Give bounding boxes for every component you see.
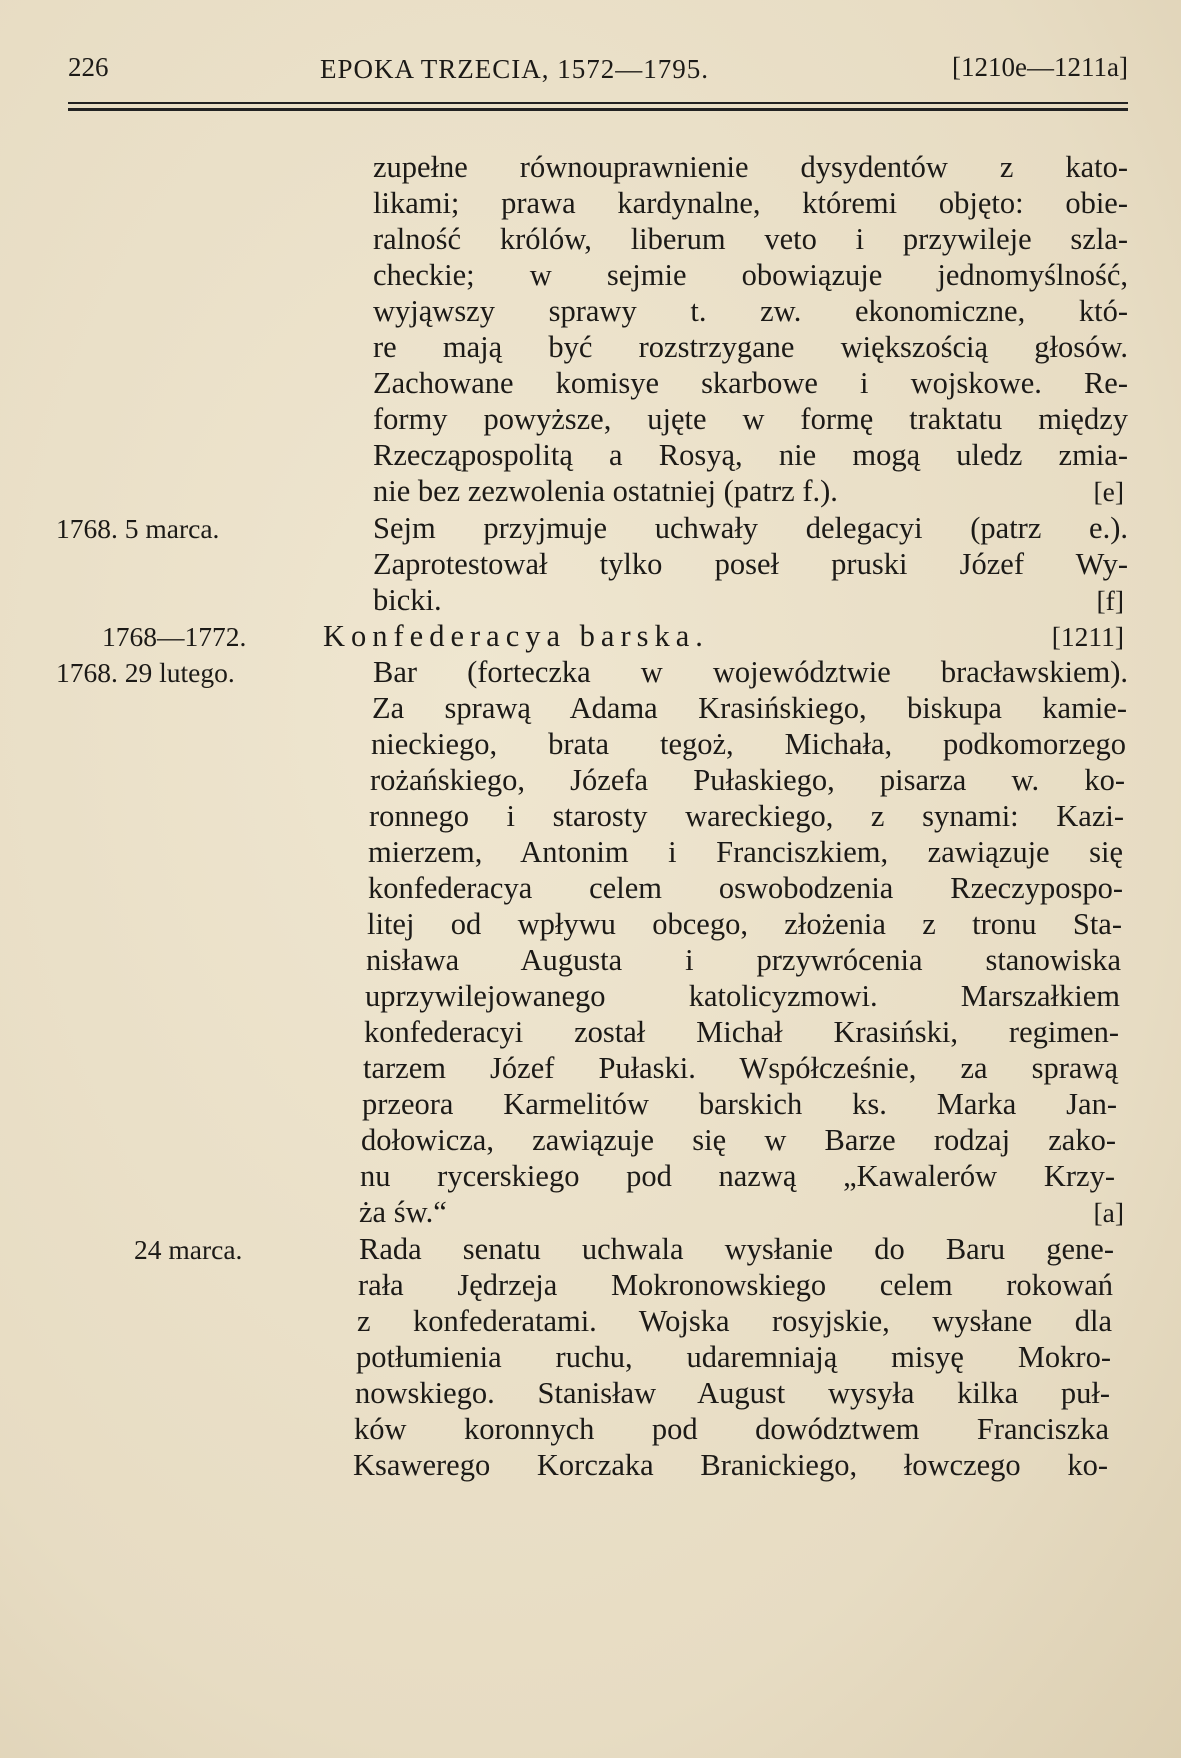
text-line: mierzem, Antonim i Franciszkiem, zawiązuje się <box>368 835 1123 869</box>
text-line: Rzecząpospolitą a Rosyą, nie mogą uledz zmia- <box>373 438 1128 472</box>
text-line: ża św.“ <box>359 1195 447 1229</box>
text-line: nie bez zezwolenia ostatniej (patrz f.). <box>373 474 838 508</box>
date-label: 1768—1772. <box>102 621 247 652</box>
text-line: konfederacyi został Michał Krasiński, regimen- <box>364 1015 1119 1049</box>
text-line: Rada senatu uchwala wysłanie do Baru gene- <box>359 1232 1114 1266</box>
date-label: 1768. 5 marca. <box>56 513 220 544</box>
date-label: 24 marca. <box>134 1234 243 1265</box>
text-line: tarzem Józef Pułaski. Współcześnie, za sprawą <box>363 1051 1118 1085</box>
reference-marker: [e] <box>1093 476 1124 507</box>
reference-marker: [a] <box>1093 1197 1124 1228</box>
text-line: przeora Karmelitów barskich ks. Marka Jan- <box>362 1087 1117 1121</box>
reference-marker: [f] <box>1096 585 1124 616</box>
page-number: 226 <box>68 52 109 82</box>
text-line: potłumienia ruchu, udaremniają misyę Mokro- <box>356 1340 1111 1374</box>
text-line: Bar (forteczka w województwie bracławskiem). <box>373 655 1128 689</box>
text-line: Sejm przyjmuje uchwały delegacyi (patrz e.). <box>373 511 1128 545</box>
text-line: zupełne równouprawnienie dysydentów z kato- <box>373 150 1128 184</box>
text-line: dołowicza, zawiązuje się w Barze rodzaj zako- <box>361 1123 1116 1157</box>
text-line: uprzywilejowanego katolicyzmowi. Marszałkiem <box>365 979 1120 1013</box>
text-line: litej od wpływu obcego, złożenia z tronu Sta- <box>367 907 1122 941</box>
text-line: ralność królów, liberum veto i przywileje szla- <box>373 222 1128 256</box>
text-line: likami; prawa kardynalne, któremi objęto: obie- <box>373 186 1128 220</box>
text-line: ków koronnych pod dowództwem Franciszka <box>354 1412 1109 1446</box>
text-line: nieckiego, brata tegoż, Michała, podkomorzego <box>371 727 1126 761</box>
text-line: z konfederatami. Wojska rosyjskie, wysłane dla <box>357 1304 1112 1338</box>
header-rule <box>68 102 1128 104</box>
text-line: rożańskiego, Józefa Pułaskiego, pisarza w. ko- <box>370 763 1125 797</box>
running-header <box>68 52 1128 96</box>
text-line: Za sprawą Adama Krasińskiego, biskupa kamie- <box>372 691 1127 725</box>
text-line: Zaprotestował tylko poseł pruski Józef Wy- <box>373 547 1128 581</box>
text-line: Zachowane komisye skarbowe i wojskowe. Re- <box>373 366 1128 400</box>
text-line: rała Jędrzeja Mokronowskiego celem rokowań <box>358 1268 1113 1302</box>
text-line: bicki. <box>373 583 442 617</box>
text-line: wyjąwszy sprawy t. zw. ekonomiczne, któ- <box>373 294 1128 328</box>
text-line: nisława Augusta i przywrócenia stanowiska <box>366 943 1121 977</box>
text-line: nowskiego. Stanisław August wysyła kilka puł- <box>355 1376 1110 1410</box>
text-line: konfederacya celem oswobodzenia Rzeczypospo- <box>368 871 1123 905</box>
reference-marker: [1211] <box>1051 621 1124 652</box>
date-label: 1768. 29 lutego. <box>56 657 235 688</box>
text-line: formy powyższe, ujęte w formę traktatu między <box>373 402 1128 436</box>
text-line: checkie; w sejmie obowiązuje jednomyślność, <box>373 258 1128 292</box>
header-rule-thick <box>68 108 1128 111</box>
text-line: re mają być rozstrzygane większością głosów. <box>373 330 1128 364</box>
text-line: Ksawerego Korczaka Branickiego, łowczego ko- <box>353 1448 1108 1482</box>
running-title: EPOKA TRZECIA, 1572—1795. <box>320 54 710 84</box>
text-line: nu rycerskiego pod nazwą „Kawalerów Krzy- <box>360 1159 1115 1193</box>
section-heading: Konfederacya barska. <box>323 619 709 653</box>
section-range: [1210e—1211a] <box>952 52 1128 82</box>
text-line: ronnego i starosty wareckiego, z synami: Kazi- <box>369 799 1124 833</box>
